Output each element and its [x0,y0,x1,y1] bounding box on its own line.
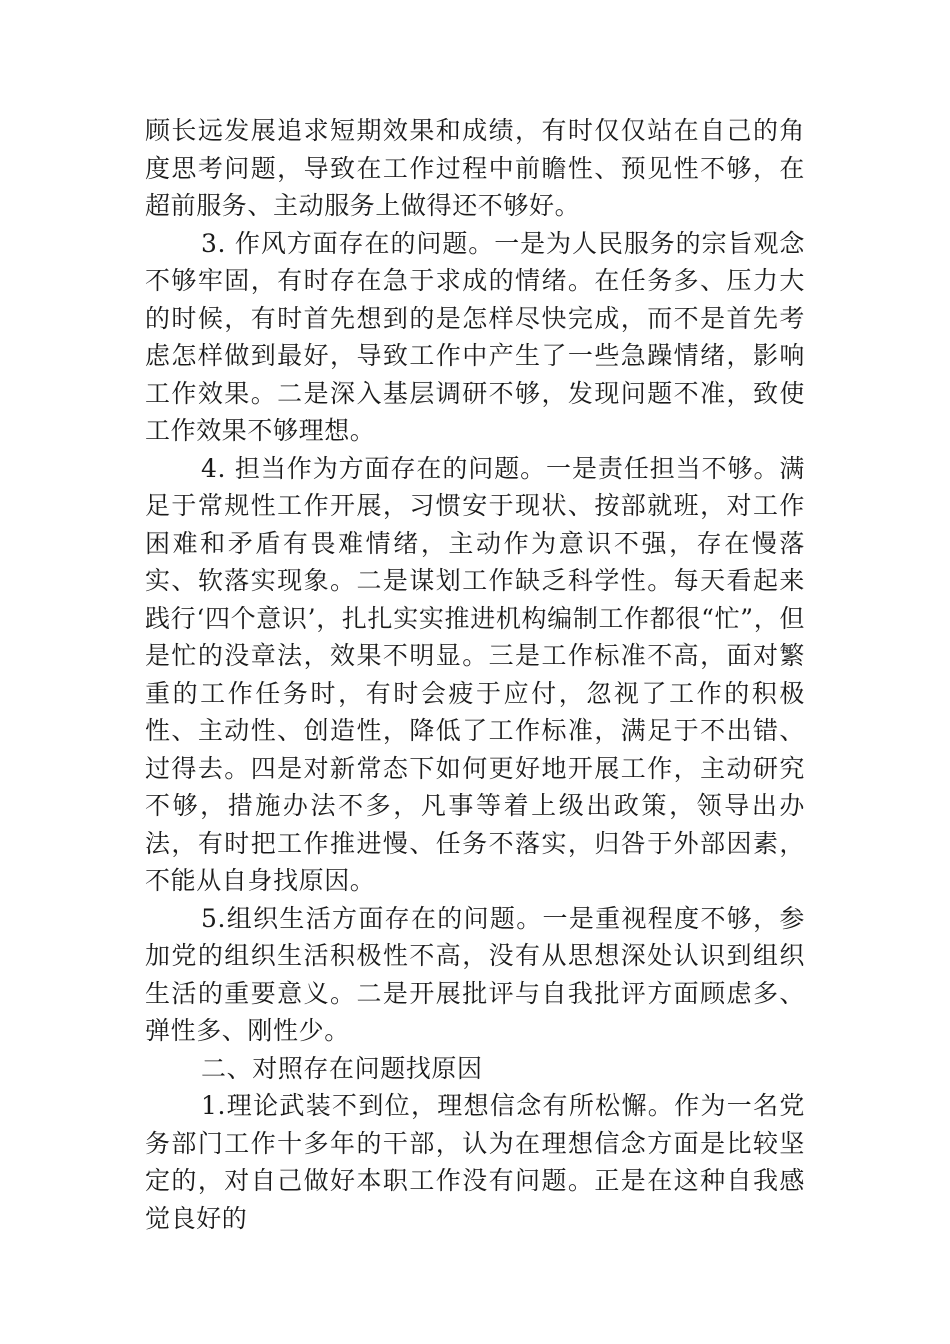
paragraph-theory-cause: 1.理论武装不到位，理想信念有所松懈。作为一名党务部门工作十多年的干部，认为在理想信念方面是比较坚定的，对自己做好本职工作没有问题。正是在这种自我感觉良好的 [145,1091,805,1233]
paragraph-work-style-issues: 3. 作风方面存在的问题。一是为人民服务的宗旨观念不够牢固，有时存在急于求成的情绪。在任务多、压力大的时候，有时首先想到的是怎样尽快完成，而不是首先考虑怎样做到最好，导致工作中产生了一些急躁情绪，影响工作效果。二是深入基层调研不够，发现问题不准，致使工作效果不够理想。 [145,228,805,445]
document-body [145,112,805,1237]
paragraph-responsibility-issues: 4. 担当作为方面存在的问题。一是责任担当不够。满足于常规性工作开展，习惯安于现状、按部就班，对工作困难和矛盾有畏难情绪，主动作为意识不强，存在慢落实、软落实现象。二是谋划工作缺乏科学性。每天看起来践行‘四个意识’，扎扎实实推进机构编制工作都很“忙”，但是忙的没章法，效果不明显。三是工作标准不高，面对繁重的工作任务时，有时会疲于应付，忽视了工作的积极性、主动性、创造性，降低了工作标准，满足于不出错、过得去。四是对新常态下如何更好地开展工作，主动研究不够，措施办法不多，凡事等着上级出政策，领导出办法，有时把工作推进慢、任务不落实，归咎于外部因素，不能从自身找原因。 [145,453,805,895]
paragraph-continuation: 顾长远发展追求短期效果和成绩，有时仅仅站在自己的角度思考问题，导致在工作过程中前瞻性、预见性不够，在超前服务、主动服务上做得还不够好。 [145,116,805,220]
section-heading-causes: 二、对照存在问题找原因 [201,1053,483,1083]
paragraph-organizational-life-issues: 5.组织生活方面存在的问题。一是重视程度不够，参加党的组织生活积极性不高，没有从思想深处认识到组织生活的重要意义。二是开展批评与自我批评方面顾虑多、弹性多、刚性少。 [145,903,805,1045]
